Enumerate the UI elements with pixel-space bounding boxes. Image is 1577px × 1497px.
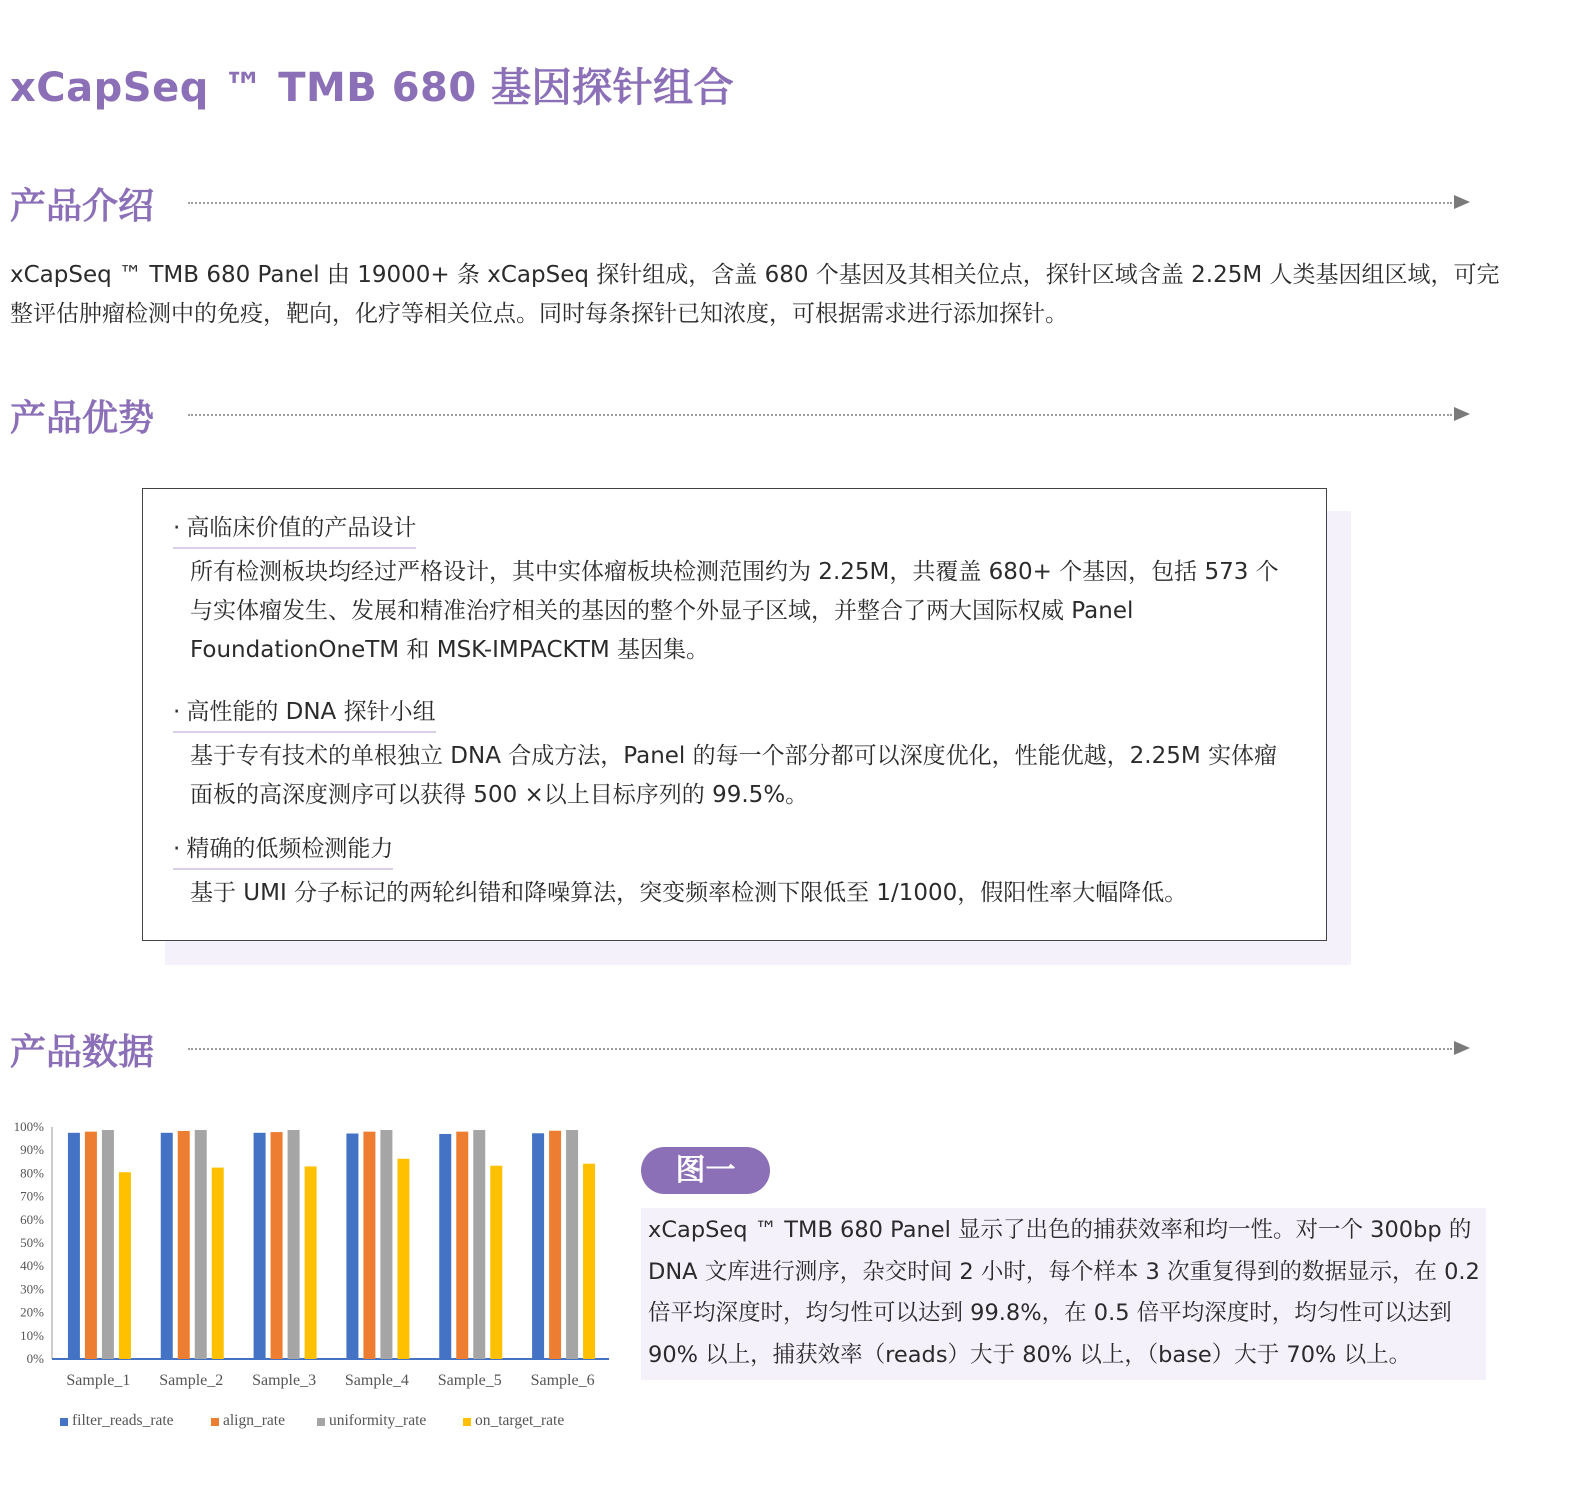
y-tick-label: 10% xyxy=(20,1327,44,1343)
advantage-body: 基于 UMI 分子标记的两轮纠错和降噪算法，突变频率检测下限低至 1/1000，假阳性率大幅降低。 xyxy=(190,880,1188,906)
bar-on_target_rate xyxy=(583,1164,595,1359)
advantage-heading xyxy=(173,511,416,549)
figure-badge: 图一 xyxy=(641,1147,770,1194)
bar-filter_reads_rate xyxy=(161,1133,173,1359)
advantage-heading-text: 精确的低频检测能力 xyxy=(186,836,394,862)
y-tick-label: 70% xyxy=(20,1188,44,1204)
legend-label: on_target_rate xyxy=(475,1412,565,1429)
section-data-title: 产品数据 xyxy=(10,1032,155,1073)
x-tick-label: Sample_3 xyxy=(252,1372,317,1389)
legend-label: filter_reads_rate xyxy=(72,1412,174,1429)
bar-align_rate xyxy=(178,1131,190,1359)
bar-on_target_rate xyxy=(119,1172,131,1359)
arrow-right-icon xyxy=(1454,407,1470,421)
dotted-divider xyxy=(188,414,1452,416)
advantage-body: 所有检测板块均经过严格设计，其中实体瘤板块检测范围约为 2.25M，共覆盖 680+ 个基因，包括 573 个与实体瘤发生、发展和精准治疗相关的基因的整个外显子区域，并整合了两大国际权威 Panel FoundationOneTM 和 MSK-IMPACKTM 基因集。 xyxy=(190,559,1279,663)
x-tick-label: Sample_1 xyxy=(66,1372,131,1389)
figure-caption-box xyxy=(641,1208,1486,1380)
bar-uniformity_rate xyxy=(102,1130,114,1359)
bar-uniformity_rate xyxy=(380,1130,392,1359)
legend-swatch xyxy=(317,1418,325,1426)
dotted-divider xyxy=(188,202,1452,204)
bar-filter_reads_rate xyxy=(532,1133,544,1359)
arrow-right-icon xyxy=(1454,1041,1470,1055)
x-tick-label: Sample_6 xyxy=(530,1372,595,1389)
y-tick-label: 30% xyxy=(20,1281,44,1297)
advantage-item xyxy=(173,832,1298,913)
advantage-heading xyxy=(173,832,393,870)
advantage-body: 基于专有技术的单根独立 DNA 合成方法，Panel 的每一个部分都可以深度优化，性能优越，2.25M 实体瘤面板的高深度测序可以获得 500 ×以上目标序列的 99.5%。 xyxy=(190,743,1277,808)
y-tick-label: 20% xyxy=(20,1304,44,1320)
y-tick-label: 100% xyxy=(13,1119,44,1134)
advantage-heading-text: 高临床价值的产品设计 xyxy=(186,515,417,541)
bar-uniformity_rate xyxy=(288,1130,300,1359)
advantages-box xyxy=(142,488,1327,941)
legend-label: uniformity_rate xyxy=(329,1412,427,1429)
page-title: xCapSeq ™ TMB 680 基因探针组合 xyxy=(10,65,735,111)
section-intro-header xyxy=(10,178,1480,228)
bar-filter_reads_rate xyxy=(346,1133,358,1359)
legend-swatch xyxy=(463,1418,471,1426)
bar-filter_reads_rate xyxy=(439,1134,451,1359)
bullet-icon: · xyxy=(173,515,181,541)
legend-swatch xyxy=(211,1418,219,1426)
x-tick-label: Sample_2 xyxy=(159,1372,224,1389)
y-tick-label: 60% xyxy=(20,1211,44,1227)
figure-caption: xCapSeq ™ TMB 680 Panel 显示了出色的捕获效率和均一性。对一个 300bp 的 DNA 文库进行测序，杂交时间 2 小时，每个样本 3 次重复得到的数据显示，在 0.2 倍平均深度时，均匀性可以达到 99.8%，在 0.5 倍平均深度时，均匀性可以达到 90% 以上，捕获效率（reads）大于 80% 以上，（base）大于 70% 以上。 xyxy=(648,1217,1480,1368)
bar-align_rate xyxy=(549,1131,561,1359)
bullet-icon: · xyxy=(173,836,181,862)
bar-filter_reads_rate xyxy=(68,1133,80,1359)
y-tick-label: 90% xyxy=(20,1142,44,1158)
advantage-item xyxy=(173,511,1298,670)
bar-on_target_rate xyxy=(397,1159,409,1359)
bar-uniformity_rate xyxy=(566,1130,578,1359)
section-advantages-title: 产品优势 xyxy=(10,398,155,439)
bar-chart xyxy=(0,1110,625,1440)
bar-uniformity_rate xyxy=(195,1130,207,1359)
section-intro-title: 产品介绍 xyxy=(10,186,155,227)
bullet-icon: · xyxy=(173,699,181,725)
advantage-item xyxy=(173,695,1298,815)
section-data-header xyxy=(10,1024,1480,1074)
bar-align_rate xyxy=(271,1132,283,1359)
y-tick-label: 0% xyxy=(26,1351,44,1366)
legend-label: align_rate xyxy=(223,1412,285,1429)
section-advantages-header xyxy=(10,390,1480,440)
y-tick-label: 50% xyxy=(20,1235,44,1250)
advantage-heading xyxy=(173,695,436,733)
x-tick-label: Sample_4 xyxy=(344,1372,409,1389)
bar-on_target_rate xyxy=(490,1166,502,1359)
bar-align_rate xyxy=(363,1132,375,1359)
advantage-heading-text: 高性能的 DNA 探针小组 xyxy=(186,699,436,725)
bar-filter_reads_rate xyxy=(254,1133,266,1359)
bar-on_target_rate xyxy=(212,1168,224,1359)
legend-swatch xyxy=(60,1418,68,1426)
y-tick-label: 40% xyxy=(20,1258,44,1274)
bar-uniformity_rate xyxy=(473,1130,485,1359)
bar-align_rate xyxy=(85,1132,97,1359)
bar-on_target_rate xyxy=(305,1166,317,1359)
dotted-divider xyxy=(188,1048,1452,1050)
x-tick-label: Sample_5 xyxy=(437,1372,502,1389)
arrow-right-icon xyxy=(1454,195,1470,209)
bar-align_rate xyxy=(456,1132,468,1359)
intro-paragraph: xCapSeq ™ TMB 680 Panel 由 19000+ 条 xCapSeq 探针组成，含盖 680 个基因及其相关位点，探针区域含盖 2.25M 人类基因组区域，可完整评估肿瘤检测中的免疫，靶向，化疗等相关位点。同时每条探针已知浓度，可根据需求进行添加探针。 xyxy=(10,262,1500,327)
y-tick-label: 80% xyxy=(20,1165,44,1181)
